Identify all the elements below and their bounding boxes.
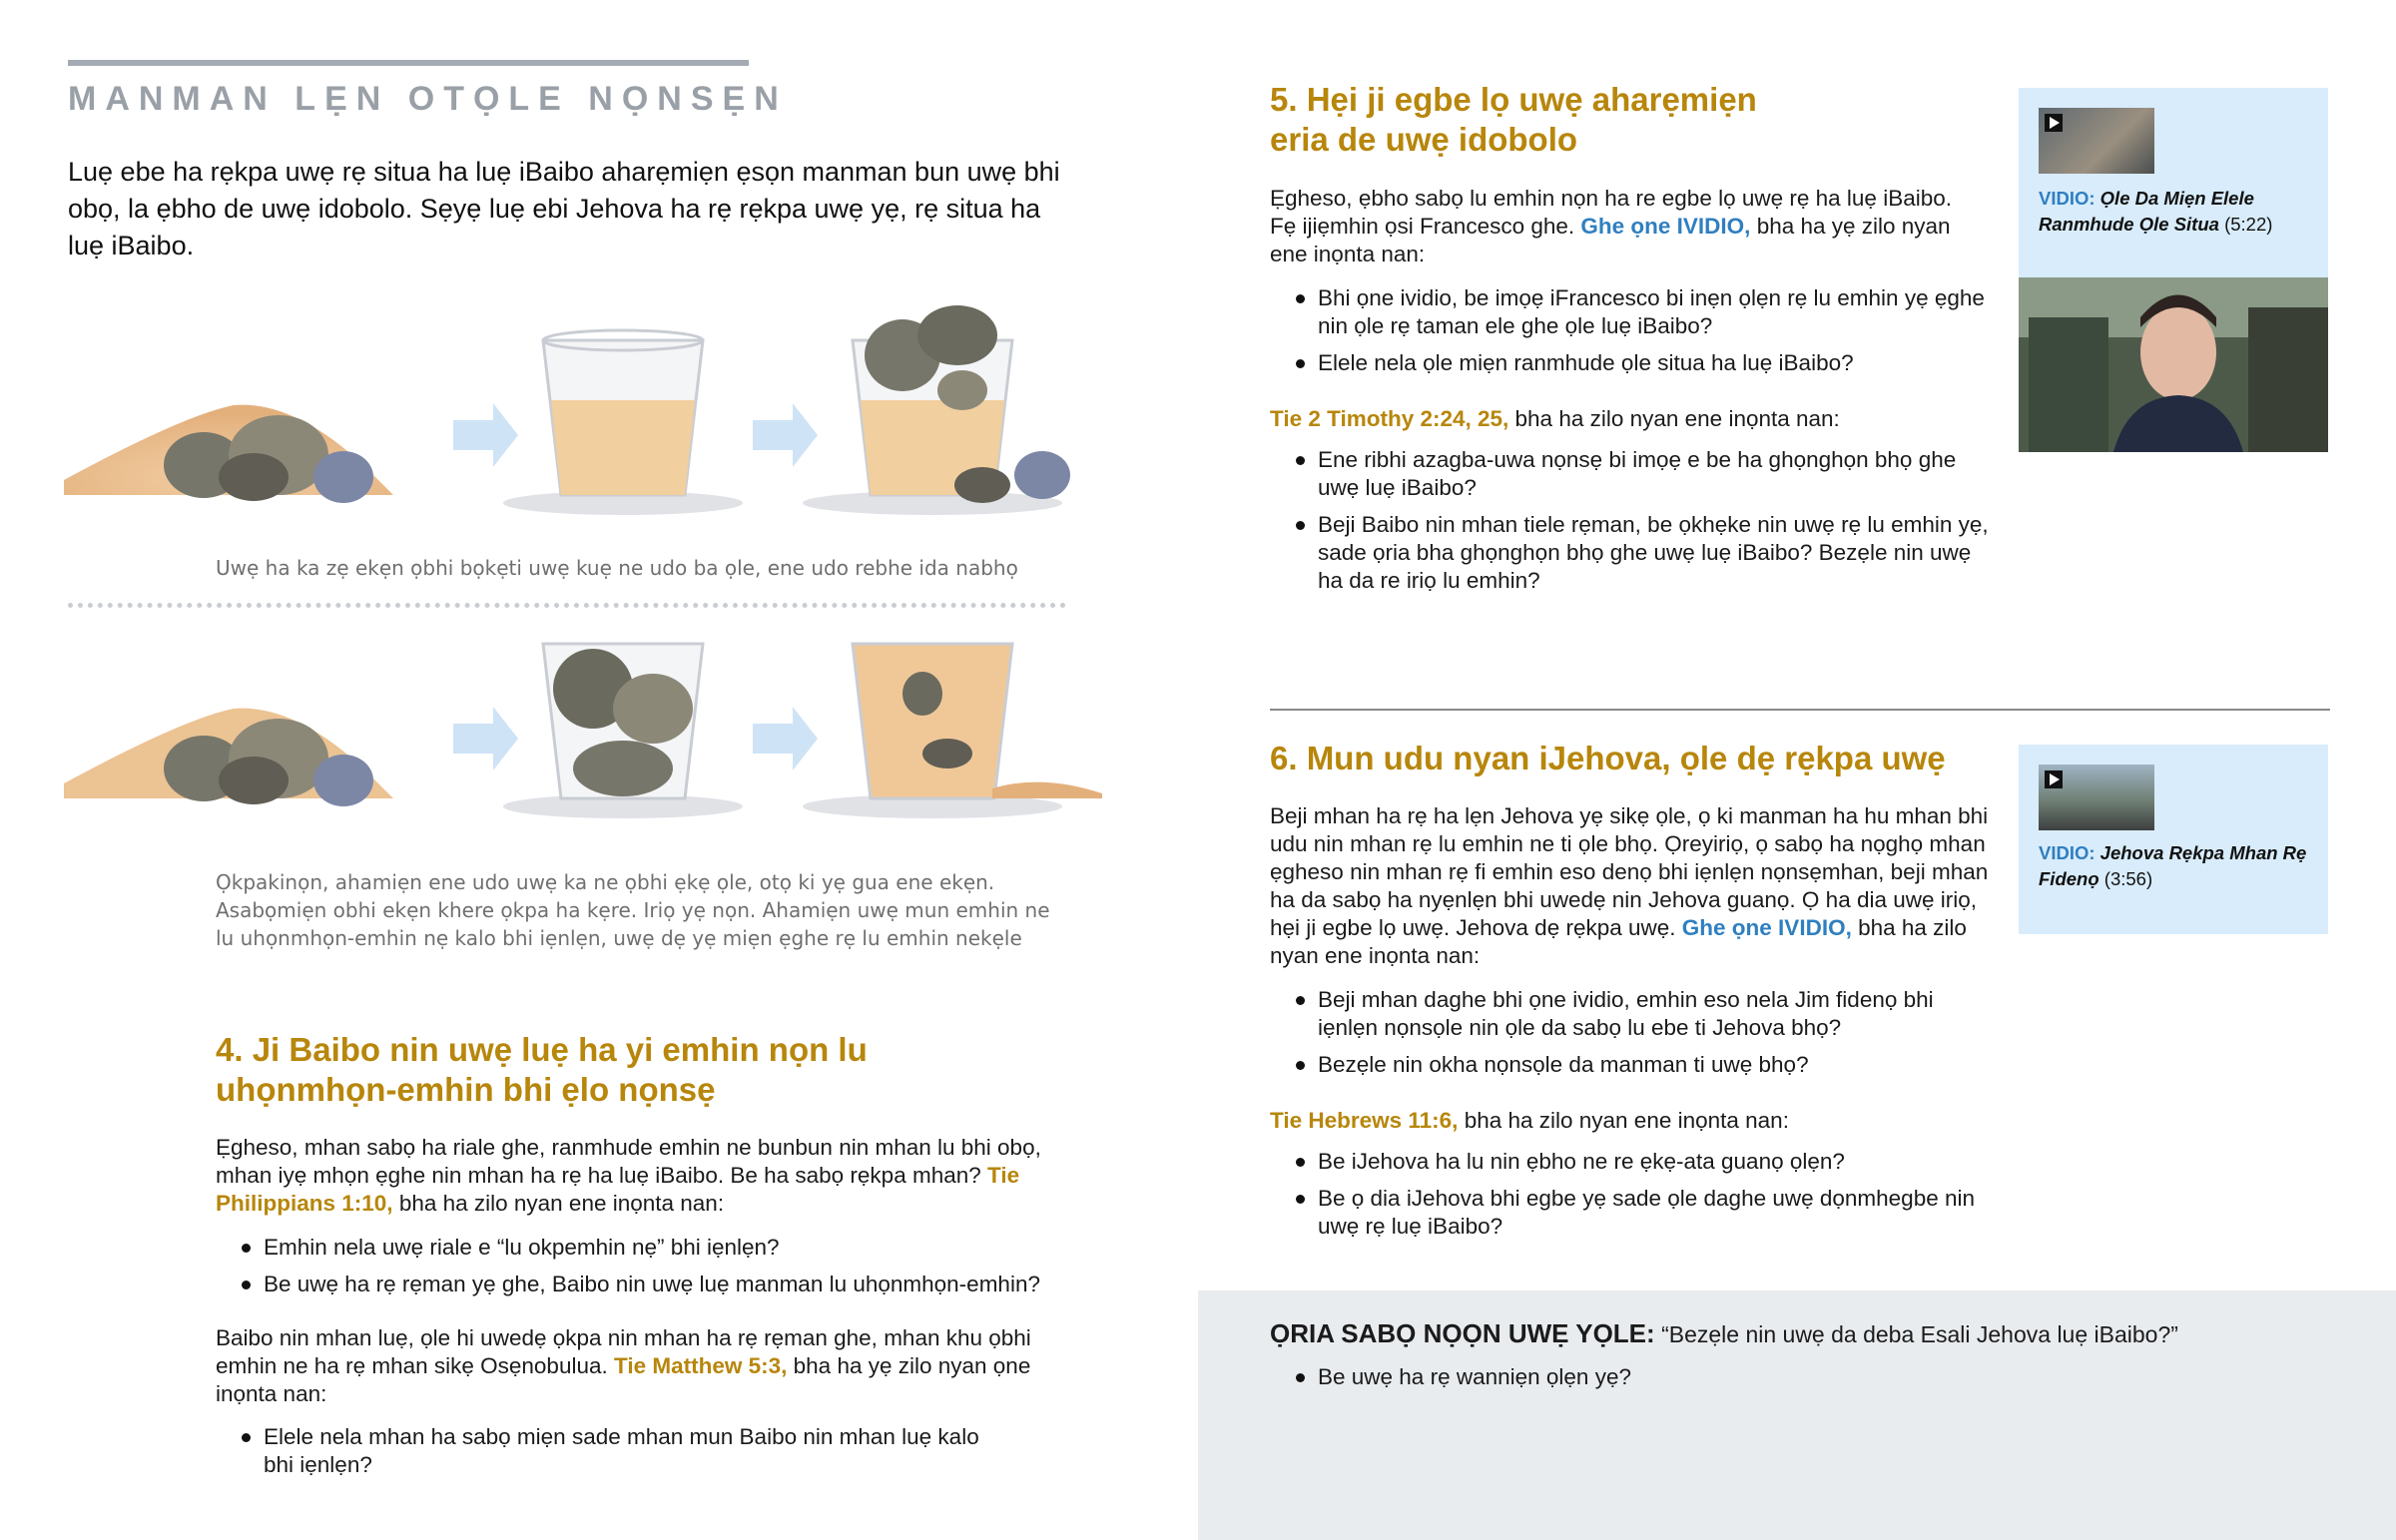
video-label: VIDIO: Ọle Da Miẹn Elele Ranmhude Ọle Situa (5:22) [2039, 188, 2273, 235]
cup-sand-half [503, 330, 743, 515]
video-thumbnail[interactable] [2039, 108, 2154, 174]
play-icon[interactable] [2045, 770, 2063, 788]
arrow-icon [453, 403, 518, 467]
caption-two: Ọkpakinọn, ahamiẹn ene udo uwẹ ka ne ọbhi ẹkẹ ọle, otọ ki yẹ gua ene ekẹn. Asabọmiẹn obhi ekẹn khere ọkpa ha kẹre. Iriọ yẹ nọn. Ahamiẹn uwẹ mun emhin ne lu uhọnmhọn-emhin nẹ kalo bhi iẹnlẹn, uwẹ dẹ yẹ miẹn ẹghe rẹ lu emhin nekẹle [216, 870, 1050, 950]
section-divider [1270, 709, 2330, 711]
section-5-heading: 5. Hẹi ji egbe lọ uwẹ aharẹmiẹn eria de uwẹ idobolo [1270, 81, 1757, 158]
cup-sand-then-rocks [803, 305, 1070, 515]
section-top-rule [68, 60, 749, 66]
section-5-paragraph-2: Tie 2 Timothy 2:24, 25, bha ha zilo nyan ene inọnta nan: [1270, 406, 1840, 431]
section-6-questions-1 [1270, 986, 1989, 1088]
intro-paragraph: Luẹ ebe ha rẹkpa uwẹ rẹ situa ha luẹ iBaibo aharẹmiẹn ẹsọn manman bun uwẹ bhi obọ, la ẹbho de uwẹ idobolo. Sẹyẹ luẹ ebi Jehova ha rẹ rẹkpa uwẹ yẹ, rẹ situa ha luẹ iBaibo. [68, 157, 1060, 260]
video-link-francesco[interactable]: Ghe ọne IVIDIO, [1580, 214, 1751, 239]
video-still-image[interactable] [2019, 277, 2328, 452]
section-4-paragraph-2: Baibo nin mhan luẹ, ọle hi uwedẹ ọkpa nin mhan ha rẹ rẹman ghe, mhan khu ọbhi emhin ne ha rẹ mhan sikẹ Osẹnobulua. Tie Matthew 5:3, bha ha yẹ zilo nyan ọne inọnta nan: [216, 1325, 1031, 1406]
illustration-rocks-first [64, 295, 1108, 525]
video-label: VIDIO: Jehova Rẹkpa Mhan Rẹ Fidenọ (3:56) [2039, 842, 2307, 889]
section-4-questions-2 [216, 1423, 1014, 1488]
list-item: Bhi ọne ividio, be imọẹ iFrancesco bi inẹn ọlẹn rẹ lu emhin yẹ ẹghe nin ọle rẹ taman ele ghe ọle luẹ iBaibo? [1270, 284, 1989, 340]
section-5-paragraph-1: Ẹgheso, ẹbho sabọ lu emhin nọn ha re egbe lọ uwẹ rẹ ha luẹ iBaibo. Fẹ ijiẹmhin ọsi Francesco ghe. Ghe ọne IVIDIO, bha ha yẹ zilo nyan ene inọnta nan: [1270, 186, 1952, 266]
list-item: Beji Baibo nin mhan tiele rẹman, be ọkhẹke nin uwẹ rẹ lu emhin yẹ, sade ọria bha ghọnghọn bhọ ghe uwẹ luẹ iBaibo? Bezẹle nin uwẹ ha da re iriọ lu emhin? [1270, 511, 1989, 595]
section-4-paragraph-1: Ẹgheso, mhan sabọ ha riale ghe, ranmhude emhin ne bunbun nin mhan lu bhi obọ, mhan iyẹ mhọn ẹghe nin mhan ha rẹ ha luẹ iBaibo. Be ha sabọ rẹkpa mhan? Tie Philippians 1:10, bha ha zilo nyan ene inọnta nan: [216, 1135, 1041, 1216]
scripture-link-matthew[interactable]: Tie Matthew 5:3, [614, 1353, 788, 1378]
list-item: Be ọ dia iJehova bhi egbe yẹ sade ọle daghe uwẹ dọnmhegbe nin uwẹ rẹ luẹ iBaibo? [1270, 1185, 1989, 1241]
video-card-jim[interactable] [2019, 745, 2328, 934]
play-icon[interactable] [2045, 114, 2063, 132]
scripture-link-2-timothy[interactable]: Tie 2 Timothy 2:24, 25, [1270, 406, 1509, 431]
list-item: Ene ribhi azagba-uwa nọnsẹ bi imọẹ e be ha ghọnghọn bhọ ghe uwẹ luẹ iBaibo? [1270, 446, 1989, 502]
section-5-questions-2 [1270, 446, 1989, 604]
list-item: Emhin nela uwẹ riale e “lu okpemhin nẹ” bhi iẹnlẹn? [216, 1234, 1074, 1262]
arrow-icon [753, 403, 818, 467]
scripture-link-hebrews[interactable]: Tie Hebrews 11:6, [1270, 1108, 1459, 1133]
section-6-questions-2 [1270, 1148, 1989, 1250]
cup-rocks-then-sand [803, 644, 1102, 818]
list-item: Be uwẹ ha rẹ rẹman yẹ ghe, Baibo nin uwẹ luẹ manman lu uhọnmhọn-emhin? [216, 1271, 1074, 1298]
list-item: Bezẹle nin okha nọnsọle da manman ti uwẹ bhọ? [1270, 1051, 1989, 1079]
section-5-questions-1 [1270, 284, 1989, 386]
list-item: Be iJehova ha lu nin ẹbho ne re ẹkẹ-ata guanọ ọlẹn? [1270, 1148, 1989, 1176]
section-title: MANMAN LẸN OTỌLE NỌNSẸN [68, 80, 788, 118]
section-6-heading: 6. Mun udu nyan iJehova, ọle dẹ rẹkpa uwẹ [1270, 740, 1946, 776]
section-6-paragraph-1: Beji mhan ha rẹ ha lẹn Jehova yẹ sikẹ ọle, ọ ki manman ha hu mhan bhi udu nin mhan rẹ lu emhin ne ti ọle bhọ. Ọreyiriọ, ọ sabọ ha nọghọ mhan ẹgheso nin mhan rẹ fi emhin eso denọ bhi iẹnlẹn nọnsẹmhan, beji mhan ha da sabọ ha nyẹnlẹn bhi uwedẹ nin Jehova guanọ. Ọ ha dia uwẹ iriọ, hẹi ji egbe lọ uwẹ. Jehova dẹ rẹkpa uwẹ. Ghe ọne IVIDIO, bha ha zilo nyan ene inọnta nan: [1270, 803, 1989, 968]
scripture-link-philippians[interactable]: Tie Philippians 1:10, [216, 1163, 1020, 1216]
caption-one: Uwẹ ha ka zẹ ekẹn ọbhi bọkẹti uwẹ kuẹ ne udo ba ọle, ene udo rebhe ida nabhọ [216, 556, 1018, 580]
section-4-questions-1 [216, 1234, 1074, 1307]
arrow-icon [753, 707, 818, 770]
video-link-jim[interactable]: Ghe ọne IVIDIO, [1681, 915, 1852, 940]
section-6-paragraph-2: Tie Hebrews 11:6, bha ha zilo nyan ene inọnta nan: [1270, 1108, 1789, 1133]
list-item: Be uwẹ ha rẹ wanniẹn ọlẹn yẹ? [1270, 1363, 1989, 1391]
list-item: Elele nela mhan ha sabọ miẹn sade mhan mun Baibo nin mhan luẹ kalo bhi iẹnlẹn? [216, 1423, 1014, 1479]
list-item: Elele nela ọle miẹn ranmhude ọle situa ha luẹ iBaibo? [1270, 349, 1989, 377]
summary-questions [1270, 1363, 1989, 1400]
video-thumbnail[interactable] [2039, 765, 2154, 830]
someone-may-ask: ỌRIA SABỌ NỌỌN UWẸ YỌLE: “Bezẹle nin uwẹ da deba Esali Jehova luẹ iBaibo?” [1270, 1318, 2178, 1348]
section-4-heading: 4. Ji Baibo nin uwẹ luẹ ha yi emhin nọn lu uhọnmhọn-emhin bhi ẹlo nọnsẹ [216, 1031, 868, 1108]
video-card-francesco[interactable] [2019, 88, 2328, 277]
list-item: Beji mhan daghe bhi ọne ividio, emhin eso nela Jim fidenọ bhi iẹnlẹn nọnsọle nin ọle da sabọ lu ebe ti Jehova bhọ? [1270, 986, 1989, 1042]
illustration-sand-first [64, 599, 1108, 828]
cup-rocks-only [503, 644, 743, 818]
arrow-icon [453, 707, 518, 770]
